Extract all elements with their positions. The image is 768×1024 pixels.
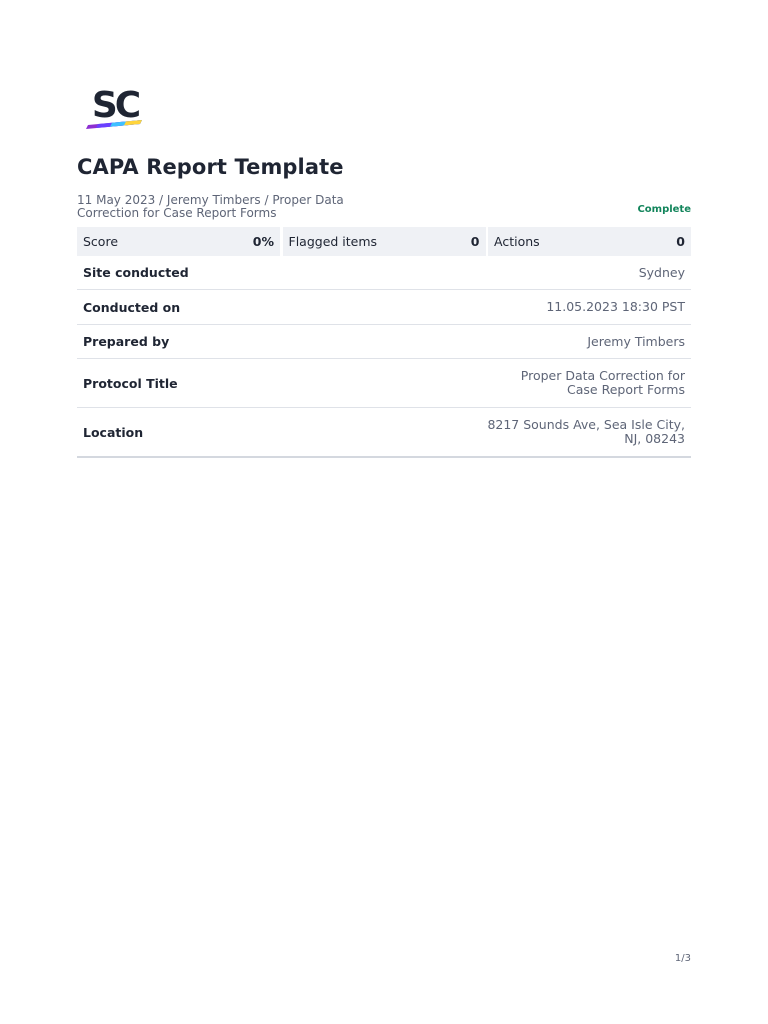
detail-value: Sydney <box>638 264 685 280</box>
detail-value: Jeremy Timbers <box>587 333 685 349</box>
detail-row-prepared-by <box>77 325 691 359</box>
summary-bar <box>77 227 691 256</box>
detail-label: Prepared by <box>83 334 170 349</box>
flagged-items-cell <box>283 227 486 256</box>
actions-label: Actions <box>494 234 540 249</box>
detail-value: Proper Data Correction for Case Report Forms <box>520 368 685 397</box>
detail-label: Protocol Title <box>83 375 178 391</box>
details-table <box>77 256 691 458</box>
detail-row-conducted-on <box>77 290 691 325</box>
logo-text: SC <box>91 86 139 126</box>
safetyculture-logo-icon <box>84 86 150 136</box>
detail-label: Location <box>83 424 144 440</box>
page-number: 1/3 <box>674 953 691 964</box>
flagged-items-label: Flagged items <box>288 234 378 249</box>
actions-cell <box>488 227 691 256</box>
score-label: Score <box>83 234 119 249</box>
score-cell <box>77 227 280 256</box>
score-value: 0% <box>252 234 274 249</box>
detail-row-protocol-title <box>77 359 691 408</box>
status-badge: Complete <box>637 204 691 215</box>
detail-value: 11.05.2023 18:30 PST <box>546 299 685 314</box>
report-subtitle: 11 May 2023 / Jeremy Timbers / Proper Data Correction for Case Report Forms <box>77 193 344 220</box>
page-title: CAPA Report Template <box>77 155 344 179</box>
detail-row-location <box>77 408 691 458</box>
actions-value: 0 <box>676 234 685 249</box>
detail-label: Site conducted <box>83 265 189 280</box>
flagged-items-value: 0 <box>470 234 480 249</box>
detail-value: 8217 Sounds Ave, Sea Isle City, NJ, 08243 <box>487 417 685 446</box>
detail-row-site-conducted <box>77 256 691 290</box>
detail-label: Conducted on <box>83 299 181 315</box>
